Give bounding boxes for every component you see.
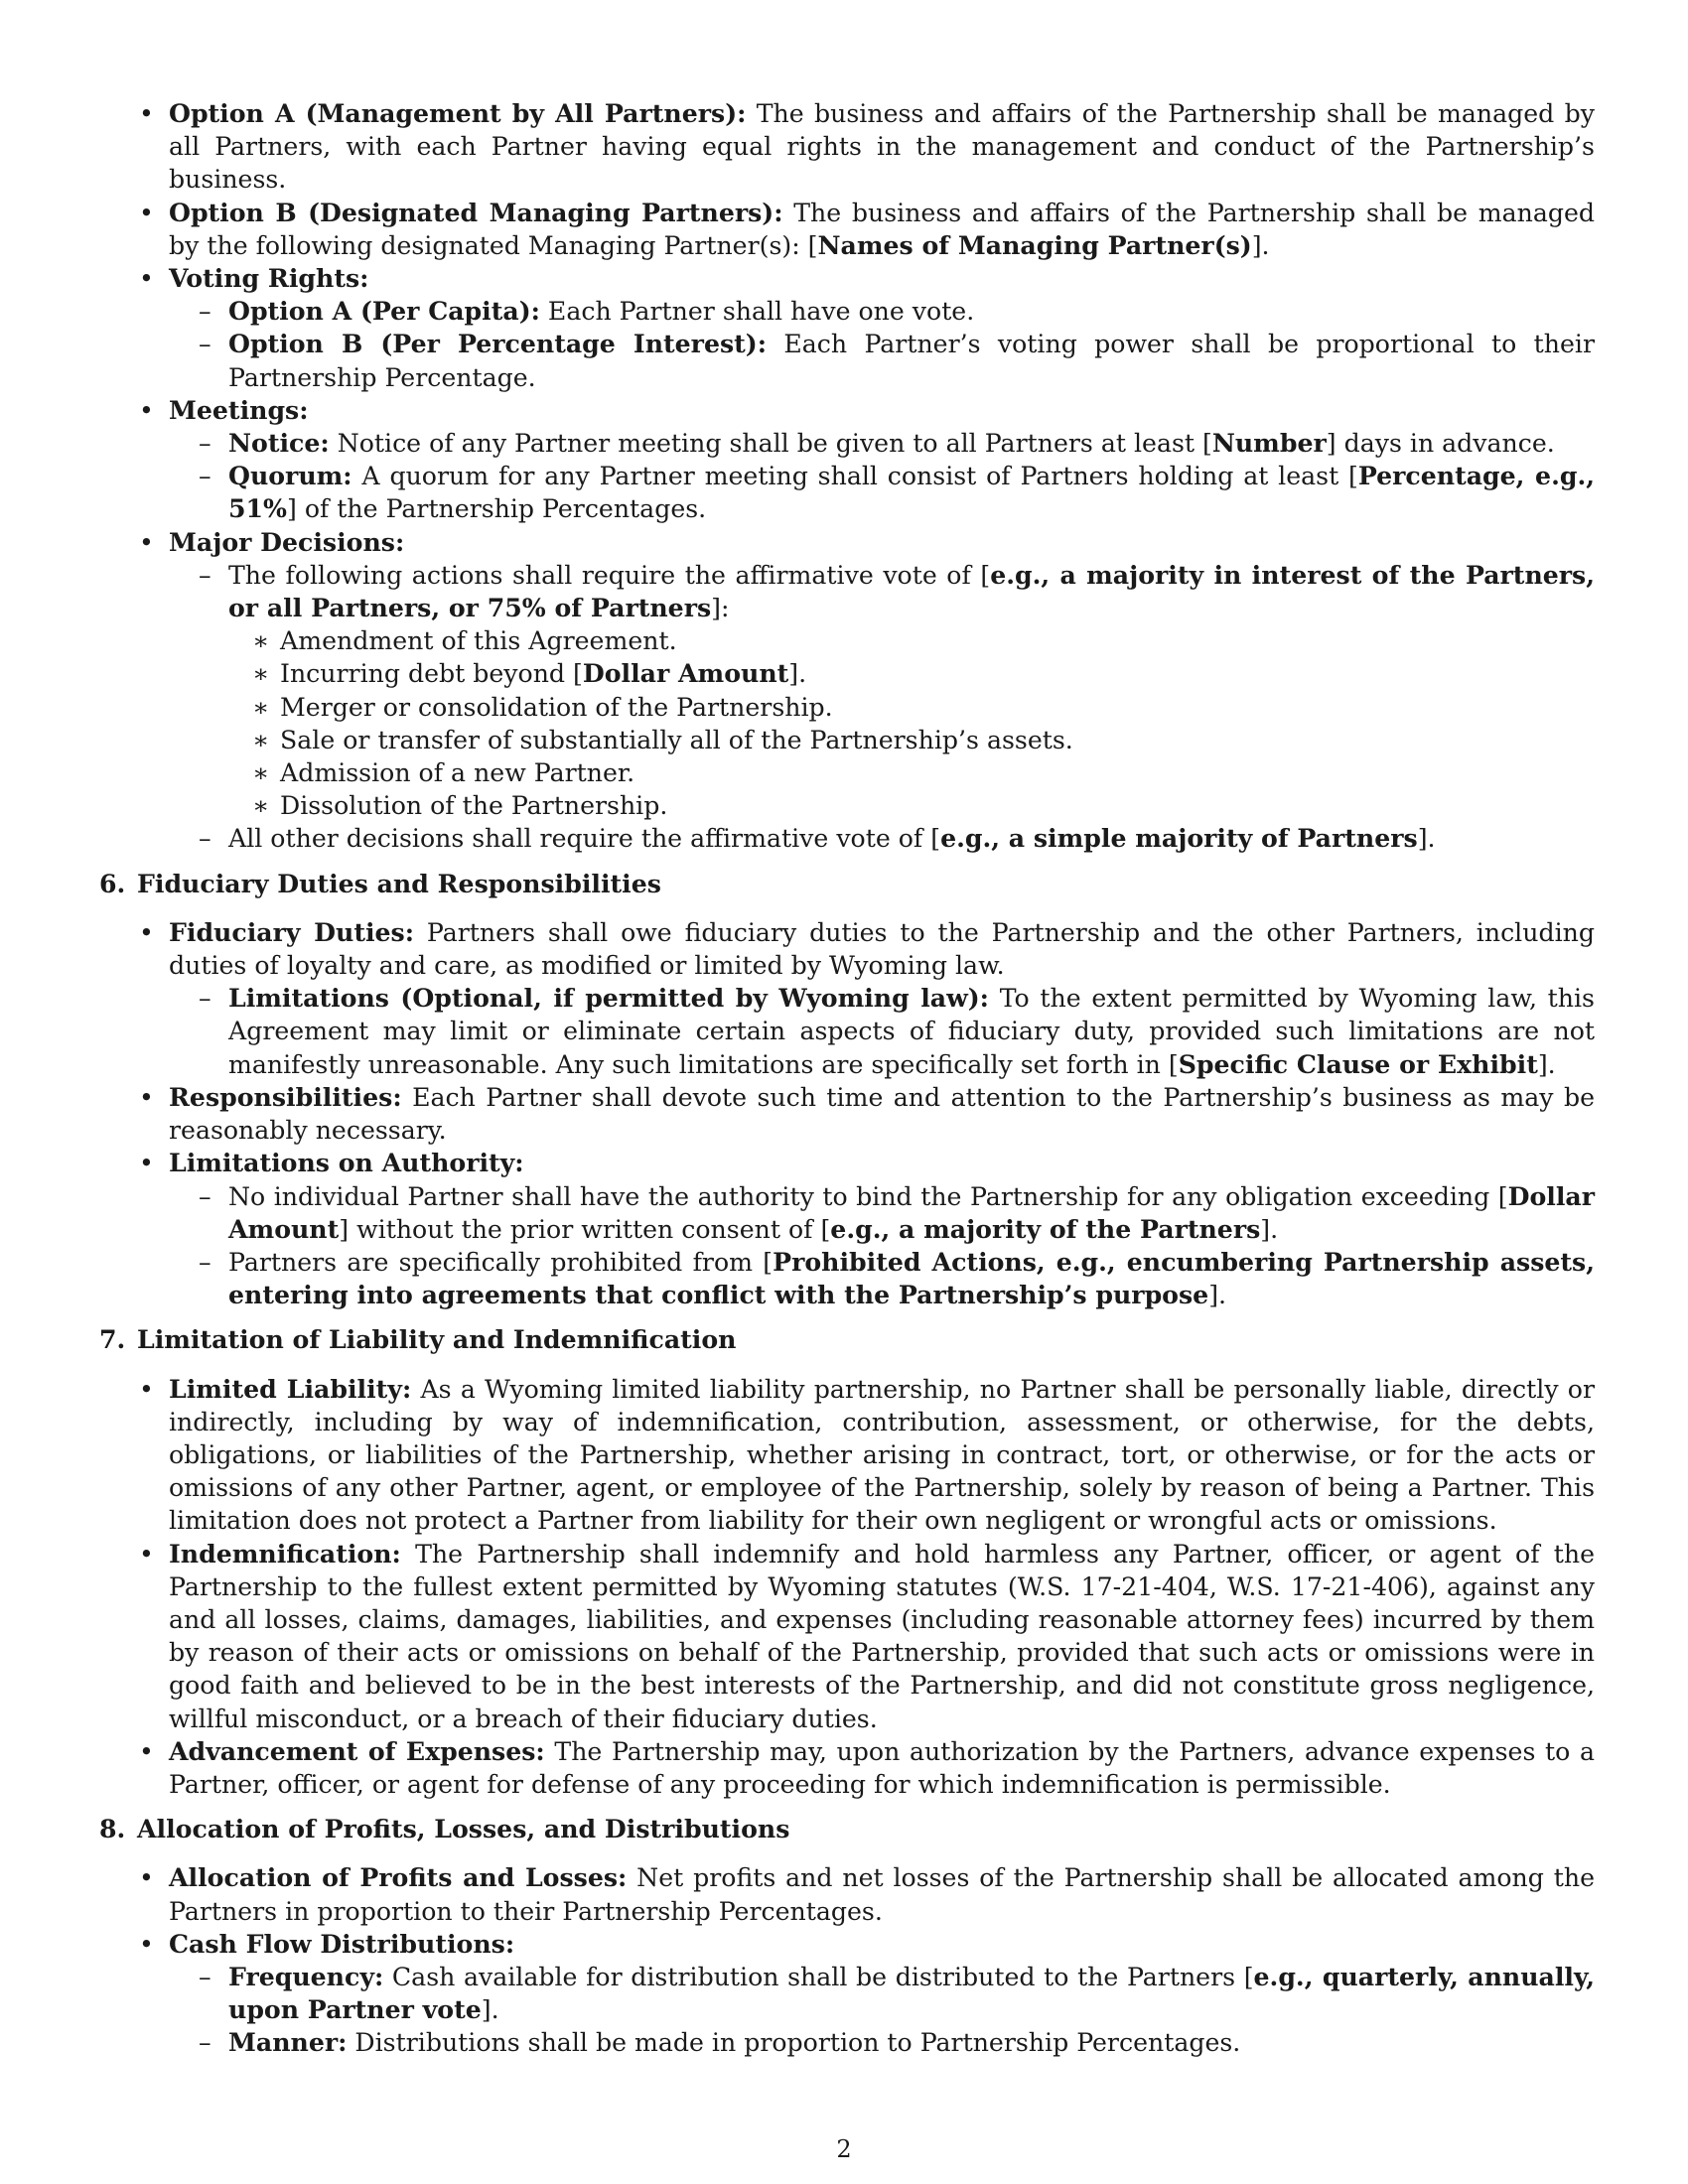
paragraph-text: Incurring debt beyond [	[280, 659, 583, 689]
paragraph-text: Dissolution of the Partnership.	[280, 791, 668, 821]
section-number: 8.	[99, 1814, 126, 1844]
list-item	[169, 559, 1595, 823]
section-list	[95, 916, 1595, 1311]
placeholder-text: e.g., a majority of the Partners	[830, 1213, 1261, 1244]
placeholder-text: e.g., quarterly, annually, upon Partner vote	[228, 1961, 1595, 2025]
list-item	[169, 1180, 1595, 1246]
list-item	[95, 1373, 1595, 1538]
paragraph-text: Net profits and net losses of the Partnership shall be allocated among the Partners in proportion to their Partnership Percentages.	[169, 1863, 1595, 1926]
list-item	[169, 295, 1595, 328]
placeholder-text: e.g., a majority in interest of the Partners, or all Partners, or 75% of Partners	[228, 559, 1595, 623]
placeholder-text: Prohibited Actions, e.g., encumbering Partnership assets, entering into agreements that conflict with the Partnership’s purpose	[228, 1246, 1596, 1310]
paragraph-text: ].	[1417, 824, 1436, 854]
sub-list	[169, 295, 1595, 394]
list-item	[169, 982, 1595, 1081]
paragraph-text: Admission of a new Partner.	[280, 758, 635, 788]
list-item	[95, 526, 1595, 856]
sub-sub-list	[228, 624, 1595, 822]
paragraph-text: No individual Partner shall have the authority to bind the Partnership for any obligation exceeding [	[228, 1181, 1508, 1211]
paragraph-text: All other decisions shall require the affirmative vote of [	[228, 824, 941, 854]
section-list	[95, 1373, 1595, 1802]
paragraph-text: ].	[1208, 1281, 1227, 1310]
paragraph-text: Partners shall owe fiduciary duties to the Partnership and the other Partners, including duties of loyalty and care, as modified or limited by Wyoming law.	[169, 917, 1595, 981]
paragraph-text: ].	[788, 659, 807, 689]
term-label: Manner:	[228, 2027, 348, 2058]
list-item	[169, 460, 1595, 525]
term-label: Major Decisions:	[169, 526, 405, 557]
term-label: Allocation of Profits and Losses:	[169, 1862, 628, 1893]
list-item	[169, 2026, 1595, 2059]
placeholder-text: Specific Clause or Exhibit	[1178, 1048, 1538, 1079]
paragraph-text: The business and affairs of the Partnership shall be managed by the following designated Managing Partner(s): [	[169, 198, 1595, 260]
term-label: Advancement of Expenses:	[169, 1735, 545, 1766]
section-number: 7.	[99, 1324, 126, 1355]
paragraph-text: Merger or consolidation of the Partnership.	[280, 692, 833, 722]
list-item	[228, 789, 1595, 822]
document-body	[95, 97, 1595, 2060]
list-item	[95, 1928, 1595, 2060]
section-title: Fiduciary Duties and Responsibilities	[137, 868, 661, 898]
paragraph-text: A quorum for any Partner meeting shall consist of Partners holding at least [	[352, 462, 1358, 491]
paragraph-text: ]:	[711, 594, 730, 623]
term-label: Meetings:	[169, 394, 309, 425]
list-item	[95, 262, 1595, 394]
list-item	[95, 1735, 1595, 1801]
paragraph-text: ] without the prior written consent of [	[339, 1214, 831, 1244]
sub-list	[169, 1961, 1595, 2060]
list-item	[95, 1081, 1595, 1147]
term-label: Responsibilities:	[169, 1081, 402, 1112]
placeholder-text: Dollar Amount	[582, 658, 789, 689]
list-item	[228, 624, 1595, 657]
paragraph-text: ].	[481, 1995, 499, 2025]
paragraph-text: The Partnership may, upon authorization by the Partners, advance expenses to a Partner, officer, or agent for defense of any proceeding for which indemnification is permissible.	[169, 1736, 1595, 1799]
section-number: 6.	[99, 868, 126, 898]
term-label: Notice:	[228, 428, 330, 459]
paragraph-text: ].	[1260, 1214, 1279, 1244]
paragraph-text: Sale or transfer of substantially all of the Partnership’s assets.	[280, 725, 1073, 754]
placeholder-text: Names of Managing Partner(s)	[817, 229, 1252, 260]
term-label: Cash Flow Distributions:	[169, 1928, 515, 1959]
paragraph-text: ] of the Partnership Percentages.	[286, 494, 707, 524]
paragraph-text: Each Partner’s voting power shall be proportional to their Partnership Percentage.	[228, 330, 1595, 392]
list-item	[228, 724, 1595, 756]
section-list	[95, 1861, 1595, 2059]
term-label: Option A (Management by All Partners):	[169, 98, 747, 128]
paragraph-text: Amendment of this Agreement.	[280, 626, 677, 656]
list-item	[95, 197, 1595, 262]
placeholder-text: e.g., a simple majority of Partners	[940, 823, 1418, 854]
placeholder-text: Dollar Amount	[228, 1180, 1595, 1244]
section-heading	[95, 868, 1595, 900]
paragraph-text: Each Partner shall devote such time and attention to the Partnership’s business as may be reasonably necessary.	[169, 1082, 1595, 1146]
paragraph-text: The business and affairs of the Partnership shall be managed by all Partners, with each Partner having equal rights in the management and conduct of the Partnership’s business.	[169, 99, 1595, 195]
list-item	[95, 394, 1595, 526]
section-title: Allocation of Profits, Losses, and Distributions	[137, 1814, 790, 1844]
list-item	[169, 427, 1595, 460]
section-title: Limitation of Liability and Indemnification	[137, 1324, 737, 1355]
term-label: Fiduciary Duties:	[169, 916, 415, 947]
term-label: Indemnification:	[169, 1538, 401, 1569]
placeholder-text: Number	[1211, 428, 1327, 459]
paragraph-text: Notice of any Partner meeting shall be given to all Partners at least [	[329, 429, 1212, 459]
term-label: Limitations on Authority:	[169, 1148, 524, 1178]
management-options-list	[95, 97, 1595, 856]
list-item	[169, 1246, 1595, 1311]
term-label: Option B (Designated Managing Partners):	[169, 197, 783, 227]
paragraph-text: As a Wyoming limited liability partnership, no Partner shall be personally liable, directly or indirectly, including by way of indemnification, contribution, assessment, or otherwise, for the debts, obligations, or liabilities of the Partnership, whether arising in contract, tort, or otherwise, or for the acts or omissions of any other Partner, agent, or employee of the Partnership, solely by reason of being a Partner. This limitation does not protect a Partner from liability for their own negligent or wrongful acts or omissions.	[169, 1374, 1595, 1536]
list-item	[95, 916, 1595, 1081]
term-label: Frequency:	[228, 1961, 384, 1991]
list-item	[228, 691, 1595, 724]
list-item	[95, 1538, 1595, 1735]
paragraph-text: The following actions shall require the affirmative vote of [	[228, 560, 991, 590]
list-item	[95, 1147, 1595, 1311]
list-item	[95, 97, 1595, 197]
paragraph-text: Each Partner shall have one vote.	[539, 297, 975, 327]
paragraph-text: ].	[1537, 1049, 1556, 1079]
sub-list	[169, 1180, 1595, 1312]
term-label: Quorum:	[228, 461, 352, 491]
section-heading	[95, 1323, 1595, 1356]
list-item	[169, 822, 1595, 855]
sub-list	[169, 982, 1595, 1081]
term-label: Option B (Per Percentage Interest):	[228, 329, 768, 359]
term-label: Option A (Per Capita):	[228, 296, 540, 327]
term-label: Limitations (Optional, if permitted by Wyoming law):	[228, 983, 989, 1014]
paragraph-text: ].	[1251, 230, 1270, 260]
term-label: Limited Liability:	[169, 1373, 412, 1404]
paragraph-text: ] days in advance.	[1326, 429, 1555, 459]
list-item	[169, 328, 1595, 393]
list-item	[169, 1961, 1595, 2026]
list-item	[228, 756, 1595, 789]
list-item	[228, 657, 1595, 690]
paragraph-text: To the extent permitted by Wyoming law, this Agreement may limit or eliminate certain aspects of fiduciary duty, provided such limitations are not manifestly unreasonable. Any such limitations are specifically set forth in [	[228, 984, 1595, 1079]
paragraph-text: The Partnership shall indemnify and hold harmless any Partner, officer, or agent of the Partnership to the fullest extent permitted by Wyoming statutes (W.S. 17-21-404, W.S. 17-21-406), against any and all losses, claims, damages, liabilities, and expenses (including reasonable attorney fees) incurred by them by reason of their acts or omissions on behalf of the Partnership, provided that such acts or omissions were in good faith and believed to be in the best interests of the Partnership, and did not constitute gross negligence, willful misconduct, or a breach of their fiduciary duties.	[169, 1539, 1595, 1733]
term-label: Voting Rights:	[169, 263, 369, 294]
paragraph-text: Partners are specifically prohibited from [	[228, 1247, 774, 1277]
placeholder-text: Percentage, e.g., 51%	[228, 461, 1595, 524]
paragraph-text: Distributions shall be made in proportion to Partnership Percentages.	[347, 2028, 1241, 2058]
paragraph-text: Cash available for distribution shall be distributed to the Partners [	[383, 1962, 1254, 1991]
section-heading	[95, 1813, 1595, 1845]
sub-list	[169, 559, 1595, 856]
list-item	[95, 1861, 1595, 1927]
sub-list	[169, 427, 1595, 526]
page-number: 2	[836, 2135, 852, 2163]
